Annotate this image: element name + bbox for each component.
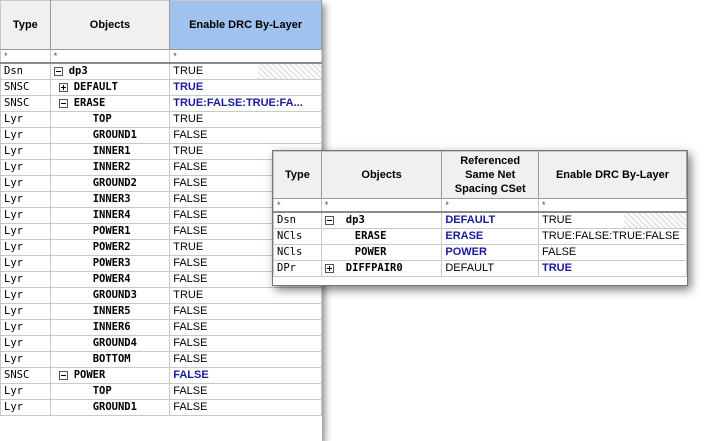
value-cell[interactable]: TRUE	[170, 144, 322, 160]
value-cell[interactable]: FALSE	[170, 368, 322, 384]
type-cell: Lyr	[1, 112, 51, 128]
header-row	[1, 1, 322, 50]
table-row[interactable]	[1, 320, 322, 336]
type-cell: Lyr	[1, 128, 51, 144]
type-cell: DPr	[274, 261, 322, 277]
type-cell: Lyr	[1, 160, 51, 176]
filter-row	[1, 50, 322, 64]
type-cell: NCls	[274, 229, 322, 245]
value-cell[interactable]: FALSE	[170, 352, 322, 368]
type-cell: Lyr	[1, 144, 51, 160]
object-cell[interactable]: POWER2	[50, 240, 170, 256]
object-cell[interactable]: INNER3	[50, 192, 170, 208]
type-cell: SNSC	[1, 80, 51, 96]
object-cell[interactable]: INNER1	[50, 144, 170, 160]
value-cell[interactable]: TRUE	[170, 80, 322, 96]
table-row[interactable]	[1, 128, 322, 144]
object-cell[interactable]: GROUND1	[50, 400, 170, 416]
table-row[interactable]	[1, 112, 322, 128]
collapse-toggle-icon[interactable]	[54, 67, 63, 76]
table-row[interactable]	[1, 63, 322, 80]
table-row[interactable]	[1, 336, 322, 352]
type-cell: Lyr	[1, 208, 51, 224]
object-cell[interactable]: INNER4	[50, 208, 170, 224]
table-row[interactable]	[1, 352, 322, 368]
value-cell[interactable]: TRUE	[170, 63, 322, 80]
cset-cell[interactable]: POWER	[442, 245, 539, 261]
collapse-toggle-icon[interactable]	[59, 99, 68, 108]
column-header-enable-drc[interactable]: Enable DRC By-Layer	[539, 152, 687, 199]
column-header-type[interactable]: Type	[274, 152, 322, 199]
object-cell[interactable]: POWER3	[50, 256, 170, 272]
table-row[interactable]	[1, 400, 322, 416]
value-cell[interactable]: TRUE	[170, 112, 322, 128]
value-cell[interactable]: TRUE:FALSE:TRUE:FA...	[170, 96, 322, 112]
collapse-toggle-icon[interactable]	[59, 371, 68, 380]
collapse-toggle-icon[interactable]	[325, 216, 334, 225]
value-cell[interactable]: FALSE	[170, 224, 322, 240]
object-cell[interactable]	[50, 368, 170, 384]
value-cell[interactable]: FALSE	[170, 192, 322, 208]
type-cell: Lyr	[1, 176, 51, 192]
value-cell[interactable]: FALSE	[170, 304, 322, 320]
filter-cell-objects[interactable]: *	[321, 199, 442, 213]
value-cell[interactable]: FALSE	[170, 384, 322, 400]
value-cell[interactable]: FALSE	[170, 208, 322, 224]
column-header-objects[interactable]: Objects	[321, 152, 442, 199]
filter-cell-type[interactable]: *	[1, 50, 51, 64]
table-row[interactable]	[1, 384, 322, 400]
value-cell[interactable]: TRUE	[170, 240, 322, 256]
object-cell[interactable]: INNER6	[50, 320, 170, 336]
value-cell[interactable]: FALSE	[170, 400, 322, 416]
type-cell: Lyr	[1, 224, 51, 240]
filter-cell-enable-drc[interactable]: *	[539, 199, 687, 213]
table-row[interactable]	[1, 368, 322, 384]
object-label: DEFAULT	[73, 81, 118, 93]
type-cell: Lyr	[1, 352, 51, 368]
filter-cell-enable-drc[interactable]: *	[170, 50, 322, 64]
object-cell[interactable]: POWER4	[50, 272, 170, 288]
object-label: DIFFPAIR0	[345, 262, 403, 274]
object-label: POWER	[73, 369, 106, 381]
table-row[interactable]	[274, 212, 687, 229]
grid2-table	[273, 151, 687, 277]
object-label: ERASE	[73, 97, 106, 109]
object-cell[interactable]: GROUND3	[50, 288, 170, 304]
type-cell: Dsn	[274, 212, 322, 229]
type-cell: Dsn	[1, 63, 51, 80]
object-cell[interactable]	[321, 261, 442, 277]
type-cell: Lyr	[1, 384, 51, 400]
value-cell[interactable]: FALSE	[170, 320, 322, 336]
filter-cell-objects[interactable]: *	[50, 50, 170, 64]
value-cell[interactable]: FALSE	[170, 256, 322, 272]
type-cell: Lyr	[1, 400, 51, 416]
column-header-referenced-cset[interactable]: Referenced Same Net Spacing CSet	[442, 152, 539, 199]
filter-row	[274, 199, 687, 213]
expand-toggle-icon[interactable]	[59, 83, 68, 92]
column-header-objects[interactable]: Objects	[50, 1, 170, 50]
table-row[interactable]	[1, 288, 322, 304]
value-cell[interactable]: TRUE	[539, 261, 687, 277]
value-cell[interactable]: FALSE	[170, 336, 322, 352]
table-row[interactable]	[1, 80, 322, 96]
filter-cell-type[interactable]: *	[274, 199, 322, 213]
cset-cell[interactable]: ERASE	[442, 229, 539, 245]
object-label: dp3	[345, 214, 365, 226]
object-cell[interactable]: POWER	[321, 245, 442, 261]
type-cell: NCls	[274, 245, 322, 261]
type-cell: SNSC	[1, 96, 51, 112]
type-cell: Lyr	[1, 336, 51, 352]
table-row[interactable]	[1, 96, 322, 112]
type-cell: SNSC	[1, 368, 51, 384]
object-cell[interactable]	[50, 63, 170, 80]
object-cell[interactable]	[50, 96, 170, 112]
type-cell: Lyr	[1, 304, 51, 320]
value-cell[interactable]: TRUE:FALSE:TRUE:FALSE	[539, 229, 687, 245]
object-cell[interactable]: INNER5	[50, 304, 170, 320]
object-cell[interactable]: GROUND1	[50, 128, 170, 144]
type-cell: Lyr	[1, 272, 51, 288]
value-cell[interactable]: TRUE	[170, 288, 322, 304]
object-cell[interactable]: BOTTOM	[50, 352, 170, 368]
object-label: dp3	[68, 65, 88, 77]
object-cell[interactable]: TOP	[50, 384, 170, 400]
value-cell[interactable]: FALSE	[170, 272, 322, 288]
value-cell[interactable]: FALSE	[170, 128, 322, 144]
object-cell[interactable]	[50, 80, 170, 96]
type-cell: Lyr	[1, 288, 51, 304]
cset-cell[interactable]: DEFAULT	[442, 261, 539, 277]
header-row	[274, 152, 687, 199]
object-cell[interactable]: GROUND2	[50, 176, 170, 192]
value-cell[interactable]: FALSE	[170, 160, 322, 176]
value-cell[interactable]: FALSE	[539, 245, 687, 261]
object-cell[interactable]: GROUND4	[50, 336, 170, 352]
filter-cell-referenced-cset[interactable]: *	[442, 199, 539, 213]
object-cell[interactable]: INNER2	[50, 160, 170, 176]
type-cell: Lyr	[1, 240, 51, 256]
expand-toggle-icon[interactable]	[325, 264, 334, 273]
value-cell[interactable]: TRUE	[539, 212, 687, 229]
table-row[interactable]	[274, 229, 687, 245]
object-cell[interactable]	[321, 212, 442, 229]
column-header-type[interactable]: Type	[1, 1, 51, 50]
object-cell[interactable]: TOP	[50, 112, 170, 128]
object-cell[interactable]: POWER1	[50, 224, 170, 240]
net-class-worksheet-grid	[272, 150, 688, 286]
type-cell: Lyr	[1, 320, 51, 336]
table-row[interactable]	[274, 245, 687, 261]
table-row[interactable]	[1, 304, 322, 320]
cset-cell[interactable]: DEFAULT	[442, 212, 539, 229]
column-header-enable-drc[interactable]: Enable DRC By-Layer	[170, 1, 322, 50]
type-cell: Lyr	[1, 192, 51, 208]
object-cell[interactable]: ERASE	[321, 229, 442, 245]
type-cell: Lyr	[1, 256, 51, 272]
table-row[interactable]	[274, 261, 687, 277]
value-cell[interactable]: FALSE	[170, 176, 322, 192]
